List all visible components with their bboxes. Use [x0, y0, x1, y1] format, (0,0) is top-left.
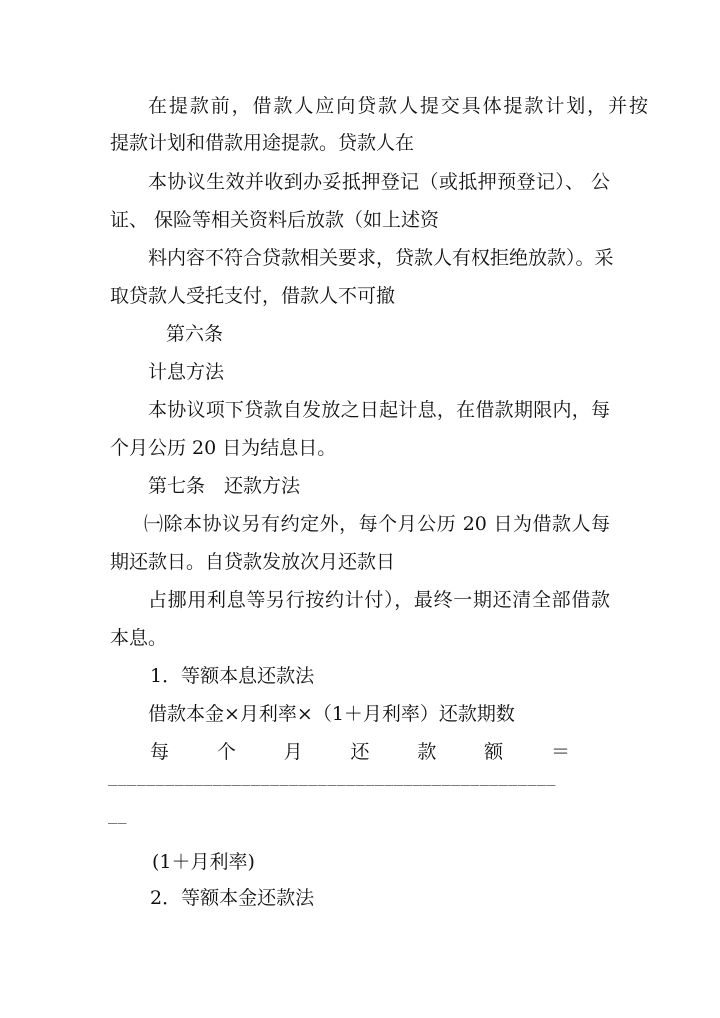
formula-denominator: (1＋月利率) — [152, 851, 255, 873]
paragraph-line: 个月公历 20 日为结息日。 — [110, 437, 337, 459]
paragraph-line: ㈠除本协议另有约定外，每个月公历 20 日为借款人每 — [144, 513, 610, 535]
formula-char: 每 — [150, 741, 170, 763]
fraction-bar: _______________________________________________ — [108, 768, 556, 786]
article-heading: 第七条 还款方法 — [148, 475, 301, 497]
article-heading: 第六条 — [166, 323, 224, 345]
formula-char: 额 — [484, 741, 504, 763]
paragraph-line: 取贷款人受托支付，借款人不可撤 — [110, 285, 396, 307]
method-heading: 2．等额本金还款法 — [150, 887, 315, 909]
paragraph-line: 料内容不符合贷款相关要求，贷款人有权拒绝放款）。采 — [148, 247, 614, 269]
formula-char: ＝ — [550, 741, 570, 763]
paragraph-line: 本协议项下贷款自发放之日起计息，在借款期限内，每 — [148, 399, 610, 421]
formula-char: 月 — [283, 741, 303, 763]
paragraph-line: 占挪用利息等另行按约计付），最终一期还清全部借款 — [148, 589, 610, 611]
formula-label-spread — [150, 740, 570, 764]
paragraph-line: 证、 保险等相关资料后放款（如上述资 — [110, 209, 440, 231]
section-heading: 计息方法 — [148, 361, 225, 383]
paragraph-line: 在提款前，借款人应向贷款人提交具体提款计划，并按 — [148, 95, 648, 117]
paragraph-line: 本息。 — [110, 627, 168, 649]
paragraph-line: 本协议生效并收到办妥抵押登记（或抵押预登记）、 公 — [148, 171, 610, 193]
method-heading: 1．等额本息还款法 — [150, 665, 315, 687]
formula-char: 还 — [350, 741, 370, 763]
paragraph-line: 提款计划和借款用途提款。贷款人在 — [110, 132, 415, 154]
formula-numerator: 借款本金×月利率×（1＋月利率）还款期数 — [148, 703, 515, 725]
paragraph-line: 期还款日。自贷款发放次月还款日 — [110, 551, 396, 573]
formula-char: 个 — [216, 741, 236, 763]
fraction-bar-continued: __ — [108, 806, 128, 824]
formula-char: 款 — [417, 741, 437, 763]
